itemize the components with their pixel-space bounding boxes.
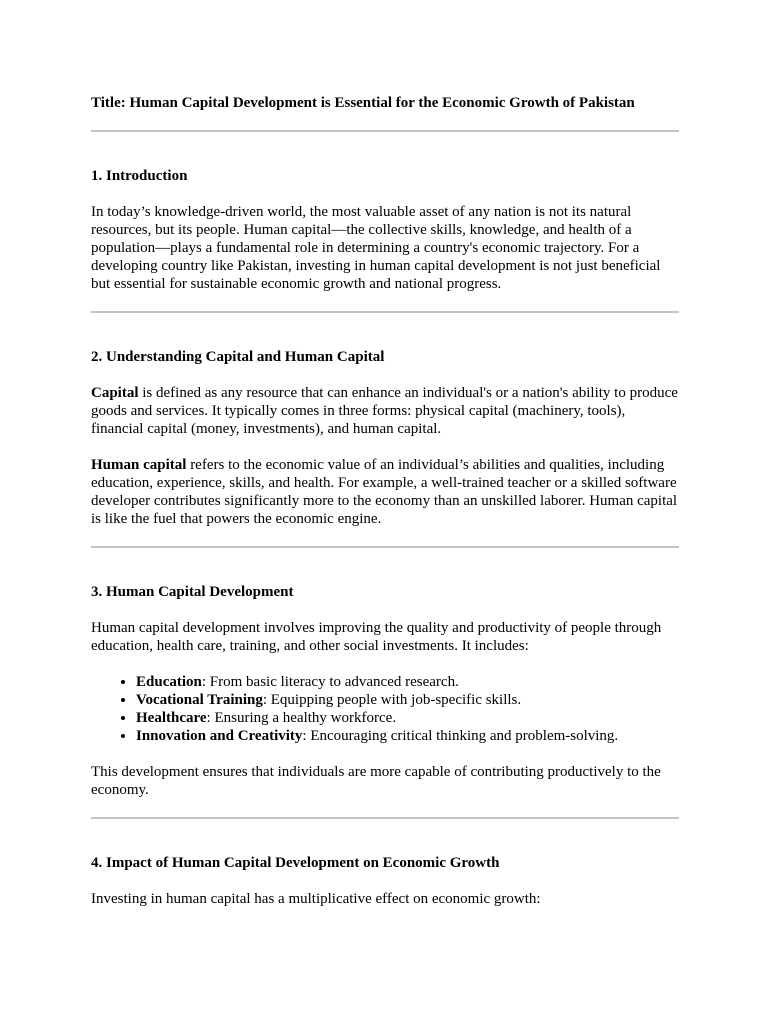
section-paragraph: Human capital development involves improving the quality and productivity of people through education, health care, training, and other social investments. It includes:	[91, 620, 662, 654]
list-item	[136, 727, 679, 745]
list-item-term: Education	[136, 674, 202, 690]
list-item	[136, 691, 679, 709]
list-item-term: Healthcare	[136, 710, 207, 726]
capital-definition-paragraph	[91, 384, 679, 438]
section-paragraph: In today’s knowledge-driven world, the most valuable asset of any nation is not its natural resources, but its people. Human capital—the collective skills, knowledge, and health of a population—plays a fundamental role in determining a country's economic trajectory. For a developing country like Pakistan, investing in human capital development is not just beneficial but essential for sustainable economic growth and national progress.	[91, 204, 661, 292]
section-heading: 1. Introduction	[91, 168, 188, 184]
list-item	[136, 673, 679, 691]
section-divider	[91, 130, 679, 132]
capital-definition-text: is defined as any resource that can enhance an individual's or a nation's ability to produce goods and services. It typically comes in three forms: physical capital (machinery, tools), financial capital (money, investments), and human capital.	[91, 385, 678, 437]
section-paragraph: Investing in human capital has a multiplicative effect on economic growth:	[91, 891, 541, 907]
capital-term: Capital	[91, 385, 139, 401]
section-divider	[91, 311, 679, 313]
section-human-capital-development	[91, 583, 679, 799]
section-understanding-capital	[91, 348, 679, 528]
list-item-text: : Equipping people with job-specific skills.	[262, 692, 522, 708]
list-item-text: : From basic literacy to advanced research.	[201, 674, 459, 690]
section-heading: 4. Impact of Human Capital Development on Economic Growth	[91, 855, 500, 871]
human-capital-term: Human capital	[91, 457, 187, 473]
list-item	[136, 709, 679, 727]
human-capital-definition-text: refers to the economic value of an individual’s abilities and qualities, including education, experience, skills, and health. For example, a well-trained teacher or a skilled software developer contributes significantly more to the economy than an unskilled laborer. Human capital is like the fuel that powers the economic engine.	[91, 457, 678, 527]
document-body	[91, 94, 679, 908]
list-item-term: Vocational Training	[136, 692, 263, 708]
section-introduction	[91, 167, 679, 293]
list-item-text: : Ensuring a healthy workforce.	[206, 710, 397, 726]
development-list	[91, 673, 679, 745]
section-heading: 3. Human Capital Development	[91, 584, 294, 600]
document-title: Title: Human Capital Development is Essential for the Economic Growth of Pakistan	[91, 95, 635, 111]
section-divider	[91, 817, 679, 819]
section-paragraph: This development ensures that individuals are more capable of contributing productively to the economy.	[91, 764, 661, 798]
section-divider	[91, 546, 679, 548]
section-heading: 2. Understanding Capital and Human Capital	[91, 349, 385, 365]
section-impact-on-growth	[91, 854, 679, 908]
human-capital-definition-paragraph	[91, 456, 679, 528]
list-item-term: Innovation and Creativity	[136, 728, 303, 744]
list-item-text: : Encouraging critical thinking and problem-solving.	[302, 728, 619, 744]
